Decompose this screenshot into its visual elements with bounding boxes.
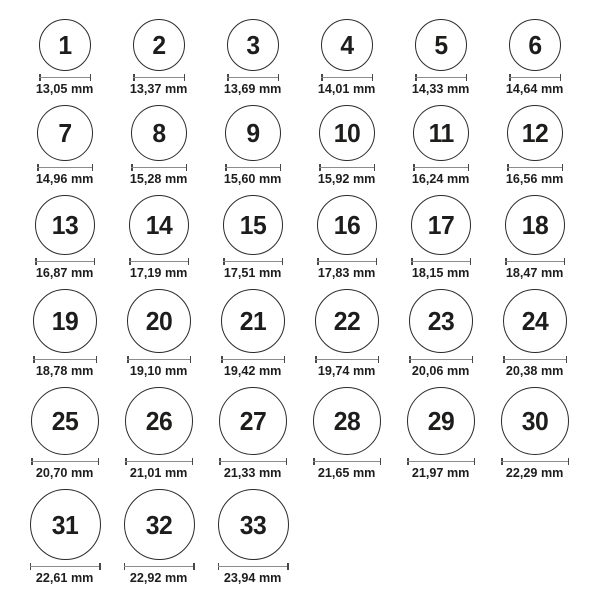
measure-bar [33,359,97,361]
measure-tick-right-icon [560,74,562,81]
ring-size-number: 28 [333,406,361,436]
ring-circle [223,195,283,255]
ring-circle [415,19,467,71]
diameter-measure-line [218,563,289,570]
diameter-label: 16,24 mm [412,171,470,186]
ring-circle [35,195,95,255]
ring-size-number: 17 [427,210,455,240]
measure-bar [31,461,99,463]
measure-tick-right-icon [474,458,476,465]
measure-bar [319,167,375,169]
diameter-label: 13,05 mm [36,81,94,96]
measure-tick-right-icon [566,356,568,363]
diameter-measure-line [225,164,281,171]
diameter-label: 18,47 mm [506,265,564,280]
ring-size-number: 13 [51,210,79,240]
ring-circle [221,289,285,353]
diameter-measure-line [131,164,187,171]
diameter-label: 14,64 mm [506,81,564,96]
ring-size-item [18,19,112,95]
diameter-label: 15,28 mm [130,171,188,186]
diameter-measure-line [125,458,193,465]
diameter-measure-line [503,356,567,363]
diameter-measure-line [129,258,189,265]
measure-bar [415,77,467,79]
measure-bar [218,566,289,568]
measure-bar [413,167,469,169]
measure-tick-right-icon [193,563,195,570]
ring-circle [413,105,469,161]
ring-size-number: 7 [58,118,72,148]
ring-circle [219,387,287,455]
ring-size-number: 29 [427,406,455,436]
ring-circle [407,387,475,455]
ring-circle [227,19,279,71]
ring-size-row [18,105,582,185]
measure-bar [315,359,379,361]
diameter-label: 17,19 mm [130,265,188,280]
ring-size-item [488,195,582,279]
measure-bar [125,461,193,463]
diameter-label: 21,65 mm [318,465,376,480]
diameter-measure-line [33,356,97,363]
ring-size-number: 20 [145,306,173,336]
measure-bar [227,77,279,79]
measure-bar [127,359,191,361]
diameter-measure-line [39,74,91,81]
ring-circle [505,195,565,255]
ring-size-row [18,289,582,377]
measure-bar [37,167,93,169]
measure-tick-right-icon [92,164,94,171]
diameter-label: 19,10 mm [130,363,188,378]
measure-bar [221,359,285,361]
diameter-label: 20,70 mm [36,465,94,480]
measure-bar [407,461,475,463]
diameter-measure-line [227,74,279,81]
measure-tick-right-icon [374,164,376,171]
ring-size-item [112,105,206,185]
measure-bar [39,77,91,79]
diameter-measure-line [133,74,185,81]
measure-tick-right-icon [378,356,380,363]
ring-size-item [300,19,394,95]
diameter-measure-line [409,356,473,363]
measure-bar [30,566,101,568]
ring-circle [125,387,193,455]
diameter-label: 18,78 mm [36,363,94,378]
measure-tick-right-icon [568,458,570,465]
ring-size-number: 8 [152,118,166,148]
diameter-measure-line [37,164,93,171]
measure-tick-right-icon [564,258,566,265]
diameter-label: 20,06 mm [412,363,470,378]
ring-size-number: 21 [239,306,267,336]
ring-circle [503,289,567,353]
ring-size-item [18,387,112,479]
diameter-measure-line [501,458,569,465]
measure-tick-right-icon [287,563,289,570]
ring-circle [37,105,93,161]
ring-size-number: 27 [239,406,267,436]
ring-size-item [394,105,488,185]
diameter-measure-line [507,164,563,171]
ring-circle [501,387,569,455]
ring-size-item [112,19,206,95]
measure-tick-right-icon [466,74,468,81]
diameter-label: 13,69 mm [224,81,282,96]
ring-size-item [206,19,300,95]
measure-tick-right-icon [96,356,98,363]
ring-circle [321,19,373,71]
ring-circle [313,387,381,455]
ring-size-item [394,289,488,377]
diameter-label: 20,38 mm [506,363,564,378]
ring-circle [133,19,185,71]
ring-size-item [394,195,488,279]
measure-tick-right-icon [470,258,472,265]
measure-bar [503,359,567,361]
ring-size-row [18,19,582,95]
diameter-label: 16,87 mm [36,265,94,280]
diameter-measure-line [315,356,379,363]
measure-tick-right-icon [286,458,288,465]
ring-circle [509,19,561,71]
measure-tick-right-icon [380,458,382,465]
diameter-measure-line [127,356,191,363]
measure-tick-right-icon [472,356,474,363]
diameter-measure-line [505,258,565,265]
ring-size-item [206,105,300,185]
diameter-measure-line [413,164,469,171]
ring-circle [124,489,195,560]
ring-size-item [300,387,394,479]
ring-size-item [18,195,112,279]
ring-size-number: 12 [521,118,549,148]
ring-size-item [394,387,488,479]
ring-size-number: 2 [152,30,166,60]
measure-bar [131,167,187,169]
diameter-measure-line [509,74,561,81]
diameter-label: 14,96 mm [36,171,94,186]
ring-size-item [206,489,300,584]
ring-size-number: 10 [333,118,361,148]
ring-size-number: 6 [528,30,542,60]
measure-tick-right-icon [284,356,286,363]
diameter-measure-line [321,74,373,81]
ring-size-item [112,195,206,279]
ring-size-number: 16 [333,210,361,240]
ring-size-number: 25 [51,406,79,436]
ring-size-number: 23 [427,306,455,336]
measure-tick-right-icon [468,164,470,171]
diameter-label: 16,56 mm [506,171,564,186]
diameter-label: 14,33 mm [412,81,470,96]
ring-size-number: 33 [239,509,267,540]
diameter-label: 17,83 mm [318,265,376,280]
ring-circle [317,195,377,255]
ring-size-item [488,387,582,479]
ring-size-number: 30 [521,406,549,436]
measure-bar [225,167,281,169]
diameter-label: 17,51 mm [224,265,282,280]
ring-size-row [18,387,582,479]
measure-tick-right-icon [278,74,280,81]
measure-tick-right-icon [562,164,564,171]
ring-size-item [394,19,488,95]
measure-tick-right-icon [282,258,284,265]
diameter-measure-line [31,458,99,465]
ring-circle [31,387,99,455]
measure-tick-right-icon [94,258,96,265]
ring-circle [319,105,375,161]
diameter-label: 18,15 mm [412,265,470,280]
measure-bar [219,461,287,463]
ring-size-number: 22 [333,306,361,336]
measure-tick-right-icon [192,458,194,465]
measure-bar [223,261,283,263]
ring-size-number: 4 [340,30,354,60]
ring-circle [39,19,91,71]
ring-size-number: 1 [58,30,72,60]
ring-size-number: 9 [246,118,260,148]
ring-size-item [206,289,300,377]
diameter-measure-line [415,74,467,81]
measure-tick-right-icon [190,356,192,363]
diameter-label: 15,92 mm [318,171,376,186]
diameter-label: 22,61 mm [36,570,94,585]
ring-size-item [488,289,582,377]
ring-circle [33,289,97,353]
diameter-label: 21,97 mm [412,465,470,480]
ring-size-number: 32 [145,509,173,540]
diameter-label: 13,37 mm [130,81,188,96]
ring-size-item [300,289,394,377]
measure-tick-right-icon [184,74,186,81]
diameter-label: 14,01 mm [318,81,376,96]
ring-size-item [112,489,206,584]
ring-size-item [300,105,394,185]
measure-bar [313,461,381,463]
measure-tick-right-icon [376,258,378,265]
ring-size-item [112,289,206,377]
ring-size-row [18,195,582,279]
diameter-measure-line [313,458,381,465]
measure-tick-right-icon [372,74,374,81]
ring-circle [129,195,189,255]
ring-size-item [206,195,300,279]
ring-size-number: 31 [51,509,79,540]
diameter-label: 19,42 mm [224,363,282,378]
diameter-measure-line [30,563,101,570]
diameter-measure-line [35,258,95,265]
ring-circle [225,105,281,161]
ring-size-number: 3 [246,30,260,60]
ring-size-item [18,489,112,584]
ring-size-number: 18 [521,210,549,240]
measure-tick-right-icon [186,164,188,171]
measure-tick-right-icon [99,563,101,570]
ring-size-number: 14 [145,210,173,240]
diameter-measure-line [411,258,471,265]
diameter-label: 21,01 mm [130,465,188,480]
diameter-measure-line [219,458,287,465]
ring-circle [507,105,563,161]
measure-tick-right-icon [280,164,282,171]
ring-circle [30,489,101,560]
measure-bar [129,261,189,263]
ring-size-item [112,387,206,479]
ring-size-item [488,105,582,185]
ring-circle [315,289,379,353]
diameter-label: 23,94 mm [224,570,282,585]
ring-size-number: 15 [239,210,267,240]
measure-bar [505,261,565,263]
ring-size-row [18,489,582,584]
ring-circle [131,105,187,161]
ring-size-number: 19 [51,306,79,336]
measure-bar [409,359,473,361]
measure-bar [124,566,195,568]
ring-size-number: 24 [521,306,549,336]
diameter-measure-line [124,563,195,570]
measure-bar [317,261,377,263]
ring-size-number: 11 [428,118,454,148]
diameter-measure-line [319,164,375,171]
ring-size-number: 26 [145,406,173,436]
diameter-measure-line [317,258,377,265]
measure-bar [501,461,569,463]
ring-size-item [206,387,300,479]
diameter-label: 15,60 mm [224,171,282,186]
ring-size-number: 5 [434,30,448,60]
ring-size-item [18,289,112,377]
measure-bar [321,77,373,79]
measure-tick-right-icon [90,74,92,81]
diameter-label: 21,33 mm [224,465,282,480]
diameter-measure-line [407,458,475,465]
ring-size-item [300,195,394,279]
measure-bar [507,167,563,169]
measure-bar [35,261,95,263]
diameter-measure-line [223,258,283,265]
measure-bar [133,77,185,79]
ring-circle [409,289,473,353]
measure-bar [509,77,561,79]
measure-tick-right-icon [188,258,190,265]
diameter-measure-line [221,356,285,363]
diameter-label: 22,92 mm [130,570,188,585]
diameter-label: 19,74 mm [318,363,376,378]
measure-bar [411,261,471,263]
ring-size-item [18,105,112,185]
measure-tick-right-icon [98,458,100,465]
ring-circle [411,195,471,255]
ring-size-item [488,19,582,95]
diameter-label: 22,29 mm [506,465,564,480]
ring-circle [218,489,289,560]
ring-circle [127,289,191,353]
